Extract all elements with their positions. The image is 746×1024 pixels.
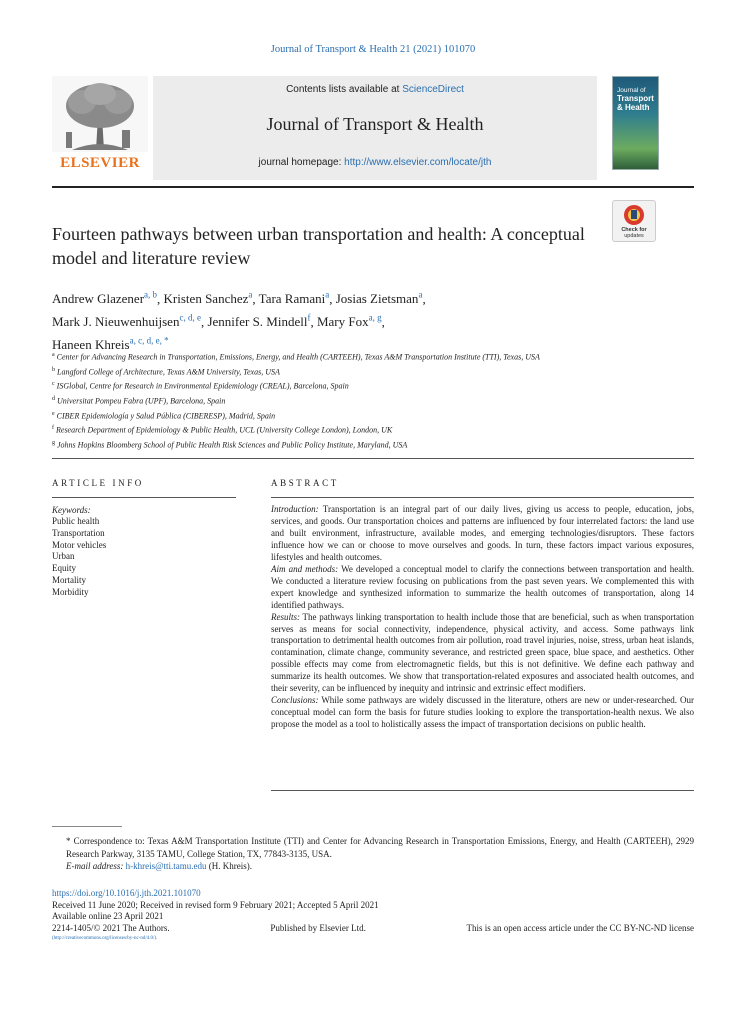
abstract-body [271,504,694,731]
article-info-rule [52,497,236,498]
author[interactable]: Mary Fox$^{a, g}$ [316,312,382,330]
affiliation-item: $^g$ Johns Hopkins Bloomberg School of Public Health Risk Sciences and Public Policy Institute, Maryland, USA [52,439,408,450]
abstract-bottom-rule [271,790,694,791]
affiliation-item: $^c$ ISGlobal, Centre for Research in Environmental Epidemiology (CREAL), Barcelona, Spain [52,381,349,391]
correspondence-footnote [52,835,694,873]
keyword[interactable]: Mortality [52,574,86,585]
sciencedirect-link[interactable]: ScienceDirect [402,84,464,95]
author[interactable]: Jennifer S. Mindell$^f$ [207,312,311,330]
journal-reference[interactable]: Journal of Transport & Health 21 (2021) 101070 [270,44,476,55]
author-list: Andrew Glazener$^{a, b}$, Kristen Sanchez$^a$, Tara Ramani$^a$, Josias Zietsman$^a$, Mark J. Nieuwenhuijsen$^{c, d, e}$, Jennifer S. Mindell$^f$, Mary Fox$^{a, g}$, Haneen Khreis$^{a, c, d, e, *}$ [52,290,426,352]
cover-title: Journal of Transport & Health [617,87,654,112]
journal-homepage-line: journal homepage: http://www.elsevier.com/locate/jth [258,157,492,168]
section-divider [52,458,694,459]
author[interactable]: Mark J. Nieuwenhuijsen$^{c, d, e}$ [52,312,201,330]
abstract-conclusions: Conclusions: While some pathways are widely discussed in the literature, others are new or under-researched. Our conceptual model can form the basis for future studies looking to explore the transportation-health nexus. We also propose the model as a tool to holistically assess the impact of transportation decisions on public health. [271,695,694,730]
license-url-link[interactable]: (http://creativecommons.org/licenses/by-nc-nd/4.0/). [52,935,158,941]
abstract-rule [271,497,694,498]
journal-name: Journal of Transport & Health [266,114,484,134]
header-divider [52,186,694,188]
keyword[interactable]: Transportation [52,527,105,538]
author[interactable]: Josias Zietsman$^a$ [335,290,423,307]
affiliation-item: $^e$ CIBER Epidemiología y Salud Pública (CIBERESP), Madrid, Spain [52,410,276,421]
keyword[interactable]: Morbidity [52,586,89,597]
check-updates-label: Check for updates [621,227,647,239]
email-line: E-mail address: h-khreis@tti.tamu.edu (H. Khreis). [66,861,252,871]
keyword[interactable]: Equity [52,563,76,574]
correspondence-text: * Correspondence to: Texas A&M Transportation Institute (TTI) and Center for Advancing Research in Transportation Emissions, Energy, and Health (CARTEEH), 2929 Research Parkway, 3135 TAMU, College Station, TX, 77843-3135, USA. [66,836,694,859]
affiliations [52,349,602,452]
received-dates: Received 11 June 2020; Received in revised form 9 February 2021; Accepted 5 April 2021 [52,899,379,910]
keywords-list [52,516,106,599]
keyword[interactable]: Urban [52,551,75,562]
keywords-label: Keywords: [52,505,91,515]
abstract-introduction: Introduction: Transportation is an integral part of our daily lives, giving us access to people, education, jobs, services, and goods. Our transportation choices and patterns are influenced by four interrelated factors: the land use and built environment, infrastructure, available modes, and emerging technologies/disruptors. These factors influence how we can or choose to move ourselves and goods. In turn, these factors impact various exposures, lifestyles and health outcomes. [271,504,694,562]
available-online-date: Available online 23 April 2021 [52,911,164,922]
abstract-results: Results: The pathways linking transportation to health include those that are beneficial, such as when transportation serves as means for social connectivity, independence, physical activity, and access. Some pathways link transportation to detrimental health outcomes from air pollution, road travel injuries, noise, stress, urban heat islands, contamination, climate change, community severance, and restricted green space, blue space, and aesthetics. Other possible effects may come from electromagnetic fields, but this is not definitive. We define each pathway and summarize its health outcomes. We show that transportation-related exposures and associated health outcomes, and their severity, can be influenced by inequity and intrinsic and extrinsic effect modifiers. [271,611,694,694]
check-for-updates-button[interactable] [612,200,656,242]
affiliation-item: $^d$ Universitat Pompeu Fabra (UPF), Barcelona, Spain [52,395,226,406]
author[interactable]: Haneen Khreis$^{a, c, d, e, *}$ [52,335,169,352]
elsevier-logo[interactable]: ELSEVIER [60,155,140,171]
affiliation-item: $^f$ Research Department of Epidemiology & Public Health, UCL (University College London), London, UK [52,425,393,435]
check-updates-icon [613,203,655,229]
article-title: Fourteen pathways between urban transportation and health: A conceptual model and literature review [52,224,585,268]
abstract-aim-methods: Aim and methods: We developed a conceptual model to clarify the connections between transportation and health. We conducted a literature review focusing on publications from the past seven years. We complemented this with expert knowledge and synthesized information to summarize the health outcomes of transportation, along 14 identified pathways. [271,563,695,610]
doi-link[interactable]: https://doi.org/10.1016/j.jth.2021.101070 [52,888,201,898]
author[interactable]: Kristen Sanchez$^a$ [163,290,253,307]
author-email-link[interactable]: h-khreis@tti.tamu.edu [125,861,207,871]
affiliation-item: $^a$ Center for Advancing Research in Transportation, Emissions, Energy, and Health (CARTEEH), Texas A&M Transportation Institute (TTI), Texas, USA [52,352,540,362]
license-statement: 2214-1405/© 2021 The Authors. Published by Elsevier Ltd. This is an open access article under the CC BY-NC-ND license [52,923,694,934]
contents-available-line: Contents lists available at ScienceDirect [286,84,464,95]
affiliation-item: $^b$ Langford College of Architecture, Texas A&M University, Texas, USA [52,366,280,377]
article-info-heading: ARTICLE INFO [52,478,144,488]
author[interactable]: Tara Ramani$^a$ [258,290,330,307]
author[interactable]: Andrew Glazener$^{a, b}$ [52,290,158,307]
abstract-heading: ABSTRACT [271,478,339,488]
journal-cover-thumbnail[interactable] [612,76,659,170]
keyword[interactable]: Motor vehicles [52,539,107,550]
publication-info [52,888,694,943]
keyword[interactable]: Public health [52,516,100,526]
journal-homepage-link[interactable]: http://www.elsevier.com/locate/jth [344,157,492,168]
footnote-rule [52,826,122,827]
